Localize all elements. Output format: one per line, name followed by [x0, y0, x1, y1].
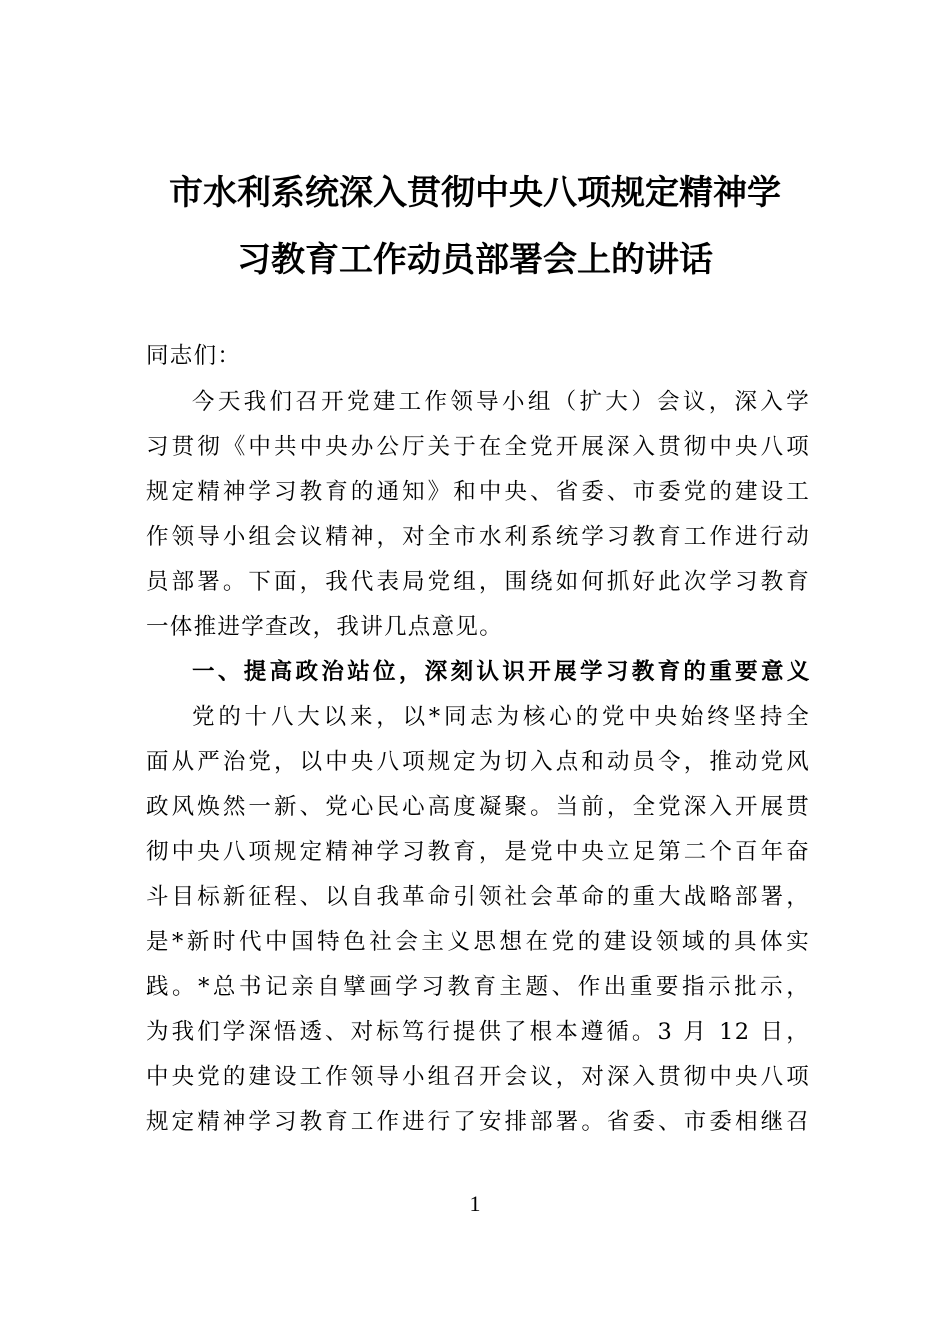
document-title-line-1: 市水利系统深入贯彻中央八项规定精神学	[169, 173, 781, 213]
paragraph-2-line: 规定精神学习教育工作进行了安排部署。省委、市委相继召	[146, 1109, 810, 1135]
paragraph-2-line: 践。*总书记亲自擘画学习教育主题、作出重要指示批示，	[146, 974, 810, 1000]
paragraph-1-line: 员部署。下面，我代表局党组，围绕如何抓好此次学习教育	[146, 569, 810, 595]
paragraph-2-line: 彻中央八项规定精神学习教育，是党中央立足第二个百年奋	[146, 839, 810, 865]
paragraph-2-line: 政风焕然一新、党心民心高度凝聚。当前，全党深入开展贯	[146, 794, 810, 820]
section-heading: 一、提高政治站位，深刻认识开展学习教育的重要意义	[192, 659, 810, 685]
salutation: 同志们：	[146, 343, 242, 369]
paragraph-1-line: 习贯彻《中共中央办公厅关于在全党开展深入贯彻中央八项	[146, 434, 810, 460]
paragraph-2-line: 斗目标新征程、以自我革命引领社会革命的重大战略部署，	[146, 884, 810, 910]
paragraph-1-line: 作领导小组会议精神，对全市水利系统学习教育工作进行动	[146, 524, 810, 550]
paragraph-2-line: 为我们学深悟透、对标笃行提供了根本遵循。3 月 12 日，	[146, 1019, 810, 1045]
paragraph-1-line: 今天我们召开党建工作领导小组（扩大）会议，深入学	[192, 389, 810, 415]
paragraph-2-line: 是*新时代中国特色社会主义思想在党的建设领域的具体实	[146, 929, 810, 955]
paragraph-2-line: 党的十八大以来，以*同志为核心的党中央始终坚持全	[192, 704, 810, 730]
paragraph-2-line: 面从严治党，以中央八项规定为切入点和动员令，推动党风	[146, 749, 810, 775]
paragraph-2-line: 中央党的建设工作领导小组召开会议，对深入贯彻中央八项	[146, 1064, 810, 1090]
paragraph-1-line: 一体推进学查改，我讲几点意见。	[146, 614, 504, 640]
page-number: 1	[469, 1191, 481, 1216]
document-title-line-2: 习教育工作动员部署会上的讲话	[237, 240, 713, 280]
paragraph-1-line: 规定精神学习教育的通知》和中央、省委、市委党的建设工	[146, 479, 810, 505]
